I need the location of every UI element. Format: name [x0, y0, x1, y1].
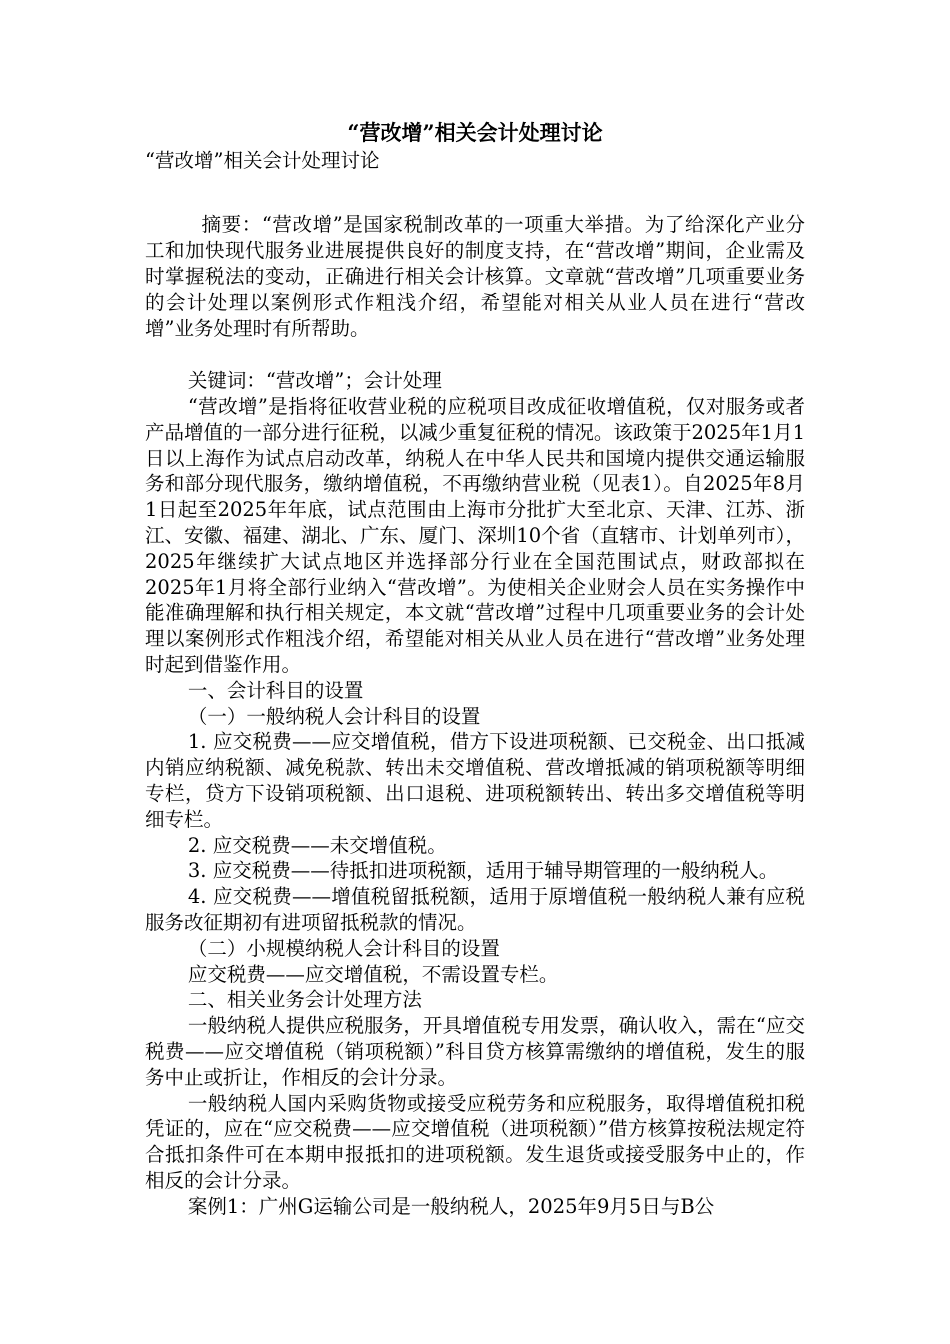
subsection-heading: （二）小规模纳税人会计科目的设置	[187, 936, 500, 960]
document-subtitle: “营改增”相关会计处理讨论	[145, 149, 380, 172]
keywords: 关键词：“营改增”；会计处理	[187, 369, 442, 392]
document-page	[145, 118, 805, 1220]
subsection-heading: （一）一般纳税人会计科目的设置	[187, 704, 481, 728]
list-item: 4. 应交税费——增值税留抵税额，适用于原增值税一般纳税人兼有应税服务改征期初有进项留抵税款的情况。	[145, 885, 805, 934]
section-heading: 二、相关业务会计处理方法	[187, 988, 422, 1012]
list-item: 1. 应交税费——应交增值税，借方下设进项税额、已交税金、出口抵减内销应纳税额、减免税款、转出未交增值税、营改增抵减的销项税额等明细专栏，贷方下设销项税额、出口退税、进项税额转出、转出多交增值税等明细专栏。	[145, 730, 805, 831]
body-paragraph: 应交税费——应交增值税，不需设置专栏。	[187, 962, 559, 986]
list-item: 2. 应交税费——未交增值税。	[187, 833, 447, 857]
body-paragraph: 一般纳税人国内采购货物或接受应税劳务和应税服务，取得增值税扣税凭证的，应在“应交税费——应交增值税（进项税额）”借方核算按税法规定符合抵扣条件可在本期申报抵扣的进项税额。发生退货或接受服务中止的，作相反的会计分录。	[145, 1091, 805, 1192]
abstract: 摘要：“营改增”是国家税制改革的一项重大举措。为了给深化产业分工和加快现代服务业进展提供良好的制度支持，在“营改增”期间，企业需及时掌握税法的变动，正确进行相关会计核算。文章就“营改增”几项重要业务的会计处理以案例形式作粗浅介绍，希望能对相关从业人员在进行“营改增”业务处理时有所帮助。	[145, 213, 805, 340]
body-paragraph: 案例1：广州G运输公司是一般纳税人，2025年9月5日与B公	[187, 1194, 715, 1218]
list-item: 3. 应交税费——待抵扣进项税额，适用于辅导期管理的一般纳税人。	[187, 859, 779, 883]
document-title: “营改增”相关会计处理讨论	[347, 120, 603, 145]
spacer	[145, 174, 805, 200]
body-paragraph: “营改增”是指将征收营业税的应税项目改成征收增值税，仅对服务或者产品增值的一部分进行征税，以减少重复征税的情况。该政策于2025年1月1日以上海作为试点启动改革，纳税人在中华人民共和国境内提供交通运输服务和部分现代服务，缴纳增值税，不再缴纳营业税（见表1）。自2025年8月1日起至2025年年底，试点范围由上海市分批扩大至北京、天津、江苏、浙江、安徽、福建、湖北、广东、厦门、深圳10个省（直辖市、计划单列市），2025年继续扩大试点地区并选择部分行业在全国范围试点，财政部拟在2025年1月将全部行业纳入“营改增”。为使相关企业财会人员在实务操作中能准确理解和执行相关规定，本文就“营改增”过程中几项重要业务的会计处理以案例形式作粗浅介绍，希望能对相关从业人员在进行“营改增”业务处理时起到借鉴作用。	[145, 395, 805, 676]
section-heading: 一、会计科目的设置	[187, 678, 364, 702]
body-paragraph: 一般纳税人提供应税服务，开具增值税专用发票，确认收入，需在“应交税费——应交增值税（销项税额）”科目贷方核算需缴纳的增值税，发生的服务中止或折让，作相反的会计分录。	[145, 1014, 805, 1089]
